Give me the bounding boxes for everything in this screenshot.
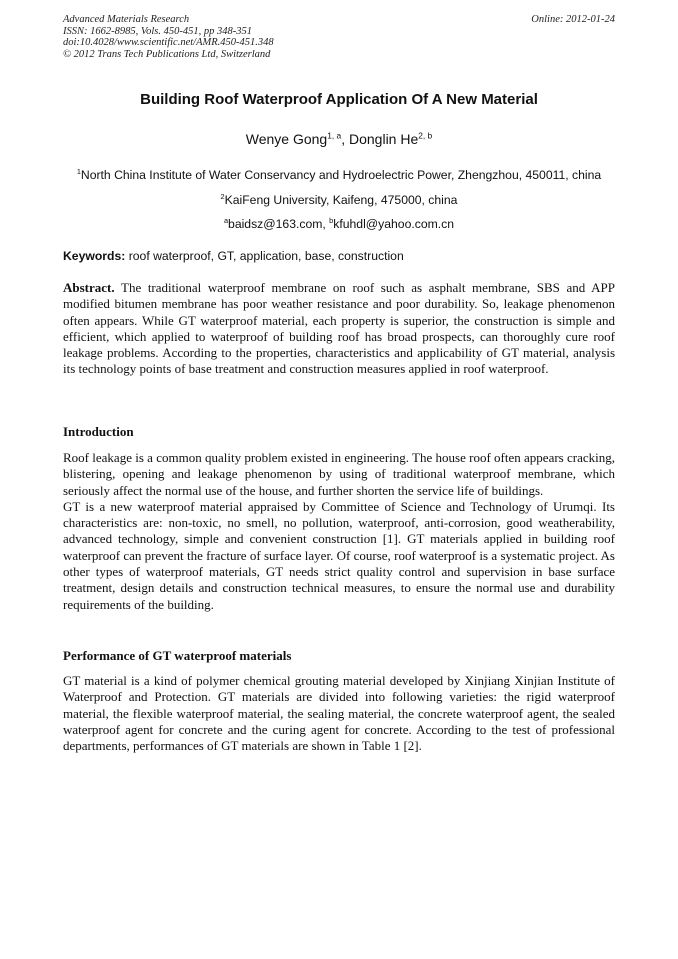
abstract-label: Abstract. bbox=[63, 280, 115, 295]
affiliation-1 bbox=[0, 168, 678, 182]
author-2-affil-mark: 2, b bbox=[418, 130, 433, 141]
author-1-affil-mark: 1, a bbox=[327, 130, 342, 141]
abstract-text: The traditional waterproof membrane on roof such as asphalt membrane, SBS and APP modified bitumen membrane has poor weather resistance and poor durability. So, leakage phenomenon often appears. While GT waterproof material, each property is superior, the construction is simple and efficient, which applied to waterproof of building roof has broad prospects, can thoroughly cure roof leakage problems. According to the properties, characteristics and applicability of GT material, analysis its technology points of base treatment and construction measures applied in roof waterproof. bbox=[63, 280, 615, 377]
email-a-mark: a bbox=[223, 215, 229, 225]
keywords bbox=[63, 249, 615, 263]
author-2: Donglin He bbox=[348, 131, 419, 147]
issn-line: ISSN: 1662-8985, Vols. 450-451, pp 348-351 bbox=[63, 25, 252, 37]
email-line bbox=[0, 217, 678, 231]
introduction-paragraph-2: GT is a new waterproof material appraised by Committee of Science and Technology of Urumqi. Its characteristics are: non-toxic, no smell, no pollution, waterproof, anti-corrosion, good weatherability, advanced technology, simple and convenient construction [1]. GT materials applied in building roof waterproof can prevent the fracture of surface layer. Of course, roof waterproof is a systematic project. As other types of waterproof materials, GT needs strict quality control and supervision in base surface treatment, design details and construction technical measures, to ensure the normal use and durability requirements of the building. bbox=[63, 498, 615, 612]
affiliation-1-text: North China Institute of Water Conservancy and Hydroelectric Power, Zhengzhou, 450011, china bbox=[80, 168, 602, 182]
performance-paragraph-1: GT material is a kind of polymer chemical grouting material developed by Xinjiang Xinjian Institute of Waterproof and Protection. GT materials are divided into following varieties: the rigid waterproof material, the flexible waterproof material, the sealing material, the concrete waterproof agent, the sealed waterproof agent for concrete and the curing agent for concrete. According to the test of professional departments, performances of GT materials are shown in Table 1 [2]. bbox=[63, 673, 615, 754]
affiliation-2-mark: 2 bbox=[220, 191, 225, 201]
introduction-paragraph-1: Roof leakage is a common quality problem existed in engineering. The house roof often appears cracking, blistering, opening and leakage phenomenon by using of traditional waterproof membrane, which seriously affect the normal use of the house, and further shorten the service life of buildings. bbox=[63, 450, 615, 498]
introduction-heading: Introduction bbox=[63, 424, 134, 439]
email-b: kfuhdl@yahoo.com.cn bbox=[333, 217, 455, 231]
author-1: Wenye Gong bbox=[245, 131, 328, 147]
performance-body bbox=[63, 673, 615, 754]
paper-title: Building Roof Waterproof Application Of A New Material bbox=[140, 91, 538, 108]
online-date: Online: 2012-01-24 bbox=[531, 14, 615, 25]
abstract bbox=[63, 280, 615, 378]
email-a: baidsz@163.com, bbox=[228, 217, 330, 231]
journal-name: Advanced Materials Research bbox=[63, 14, 190, 25]
doi-line: doi:10.4028/www.scientific.net/AMR.450-451.348 bbox=[63, 37, 274, 48]
affiliation-1-mark: 1 bbox=[76, 166, 81, 176]
affiliation-2 bbox=[0, 193, 678, 207]
affiliation-2-text: KaiFeng University, Kaifeng, 475000, china bbox=[224, 193, 458, 207]
author-line bbox=[0, 131, 678, 147]
journal-header bbox=[63, 14, 615, 60]
email-b-mark: b bbox=[329, 215, 334, 225]
author-separator: , bbox=[341, 131, 349, 147]
introduction-body bbox=[63, 450, 615, 613]
copyright-line: © 2012 Trans Tech Publications Ltd, Switzerland bbox=[63, 48, 271, 60]
performance-heading: Performance of GT waterproof materials bbox=[63, 648, 292, 663]
keywords-label: Keywords: bbox=[63, 249, 126, 263]
keywords-text: roof waterproof, GT, application, base, construction bbox=[125, 249, 404, 263]
